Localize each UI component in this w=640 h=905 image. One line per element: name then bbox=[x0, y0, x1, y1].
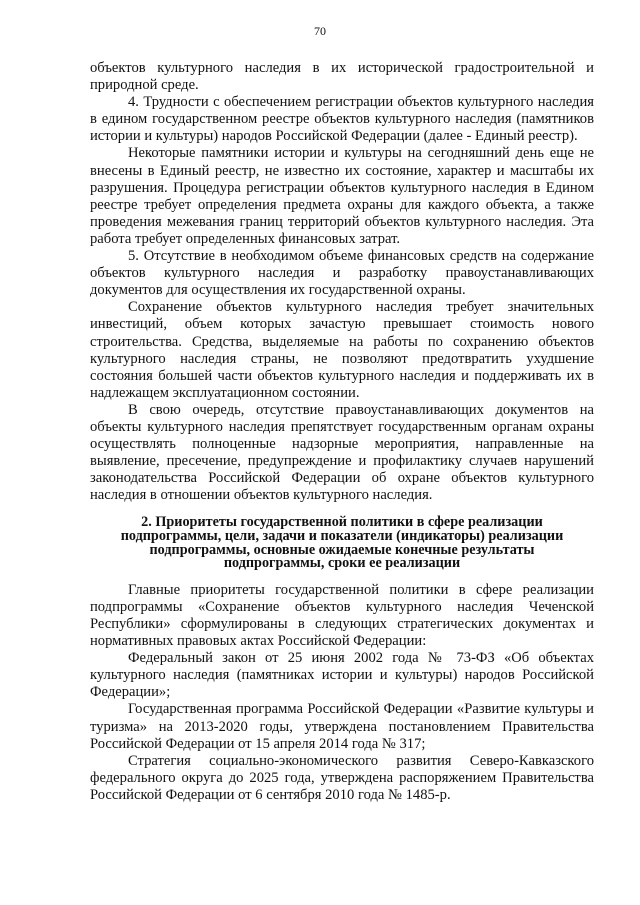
page-number: 70 bbox=[314, 24, 326, 38]
paragraph: Сохранение объектов культурного наследия требует значительных инвестиций, объем которых зачастую превышает стоимость нового строительства. Средства, выделяемые на работы по сохранению объектов культурного наследия страны, не позволяют предотвратить ухудшение состояния большей части объектов культурного наследия и поддерживать их в надлежащем эксплуатационном состоянии. bbox=[90, 299, 594, 401]
paragraph: В свою очередь, отсутствие правоустанавливающих документов на объекты культурного наследия препятствует государственным органам охраны осуществлять полноценные надзорные мероприятия, направленные на выявление, пресечение, предупреждение и профилактику случаев нарушений законодательства Российской Федерации об охране объектов культурного наследия в отношении объектов культурного наследия. bbox=[90, 401, 594, 504]
paragraph: Главные приоритеты государственной политики в сфере реализации подпрограммы «Сохранение объектов культурного наследия Чеченской Республики» сформулированы в следующих стратегических документах и нормативных правовых актах Российской Федерации: bbox=[90, 581, 594, 650]
paragraph: Некоторые памятники истории и культуры на сегодняшний день еще не внесены в Единый реестр, не известно их состояние, характер и масштабы их разрушения. Процедура регистрации объектов культурного наследия в Едином реестре требует определения предмета охраны для каждого объекта, а также проведения межевания границ территорий объектов культурного наследия. Эта работа требует определенных финансовых затрат. bbox=[90, 145, 594, 247]
paragraph: Стратегия социально-экономического развития Северо-Кавказского федерального округа до 2025 года, утверждена распоряжением Правительства Российской Федерации от 6 сентября 2010 года № 1485-р. bbox=[90, 752, 594, 803]
paragraph: 5. Отсутствие в необходимом объеме финансовых средств на содержание объектов культурного наследия и разработку правоустанавливающих документов для осуществления их государственной охраны. bbox=[90, 248, 594, 299]
section-heading: 2. Приоритеты государственной политики в сфере реализации подпрограммы, цели, задачи и показатели (индикаторы) реализации подпрограммы, основные ожидаемые конечные результаты подпрограммы, сроки ее реализации bbox=[120, 514, 564, 572]
document-body bbox=[90, 60, 594, 804]
paragraph: объектов культурного наследия в их исторической градостроительной и природной среде. bbox=[90, 60, 594, 94]
paragraph: Федеральный закон от 25 июня 2002 года № 73-ФЗ «Об объектах культурного наследия (памятниках истории и культуры) народов Российской Федерации»; bbox=[90, 650, 594, 701]
paragraph: Государственная программа Российской Федерации «Развитие культуры и туризма» на 2013-2020 годы, утверждена постановлением Правительства Российской Федерации от 15 апреля 2014 года № 317; bbox=[90, 701, 594, 752]
paragraph: 4. Трудности с обеспечением регистрации объектов культурного наследия в едином государственном реестре объектов культурного наследия (памятников истории и культуры) народов Российской Федерации (далее - Единый реестр). bbox=[90, 94, 594, 145]
